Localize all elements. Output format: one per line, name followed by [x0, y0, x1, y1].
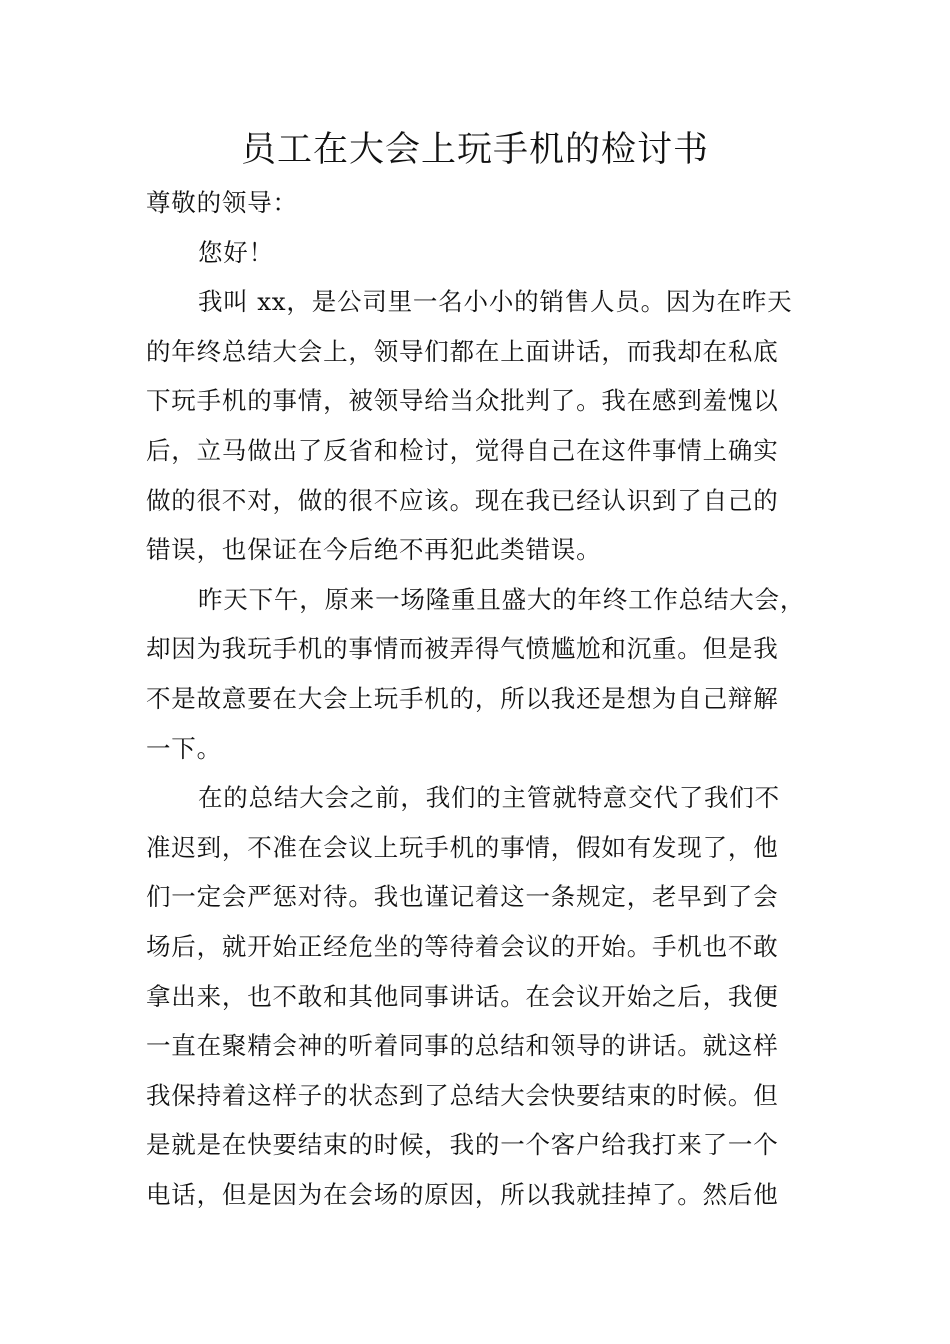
body-line: 准迟到，不准在会议上玩手机的事情，假如有发现了，他: [146, 832, 779, 862]
body-line: 错误，也保证在今后绝不再犯此类错误。: [146, 535, 602, 565]
document-body: [146, 178, 812, 1219]
body-line: 们一定会严惩对待。我也谨记着这一条规定，老早到了会: [146, 882, 779, 912]
body-line: 电话，但是因为在会场的原因，所以我就挂掉了。然后他: [146, 1179, 779, 1209]
body-line: 我叫 xx，是公司里一名小小的销售人员。因为在昨天: [198, 287, 793, 317]
body-line: 一直在聚精会神的听着同事的总结和领导的讲话。就这样: [146, 1031, 779, 1061]
body-line: 尊敬的领导：: [146, 188, 298, 217]
body-line: 做的很不对，做的很不应该。现在我已经认识到了自己的: [146, 485, 779, 515]
body-line: 下玩手机的事情，被领导给当众批判了。我在感到羞愧以: [146, 386, 779, 416]
body-line: 在的总结大会之前，我们的主管就特意交代了我们不: [198, 783, 780, 813]
body-line: 拿出来，也不敢和其他同事讲话。在会议开始之后，我便: [146, 981, 779, 1011]
body-line: 我保持着这样子的状态到了总结大会快要结束的时候。但: [146, 1080, 779, 1110]
body-line: 后，立马做出了反省和检讨，觉得自己在这件事情上确实: [146, 435, 779, 465]
body-line: 场后，就开始正经危坐的等待着会议的开始。手机也不敢: [146, 931, 779, 961]
body-line: 是就是在快要结束的时候，我的一个客户给我打来了一个: [146, 1130, 779, 1160]
body-line: 您好！: [198, 237, 274, 267]
body-line: 却因为我玩手机的事情而被弄得气愤尴尬和沉重。但是我: [146, 634, 779, 664]
body-line: 昨天下午，原来一场隆重且盛大的年终工作总结大会，: [198, 584, 806, 614]
body-line: 的年终总结大会上，领导们都在上面讲话，而我却在私底: [146, 336, 779, 366]
document-title: 员工在大会上玩手机的检讨书: [240, 130, 709, 170]
body-line: 一下。: [146, 733, 222, 763]
body-line: 不是故意要在大会上玩手机的，所以我还是想为自己辩解: [146, 683, 779, 713]
